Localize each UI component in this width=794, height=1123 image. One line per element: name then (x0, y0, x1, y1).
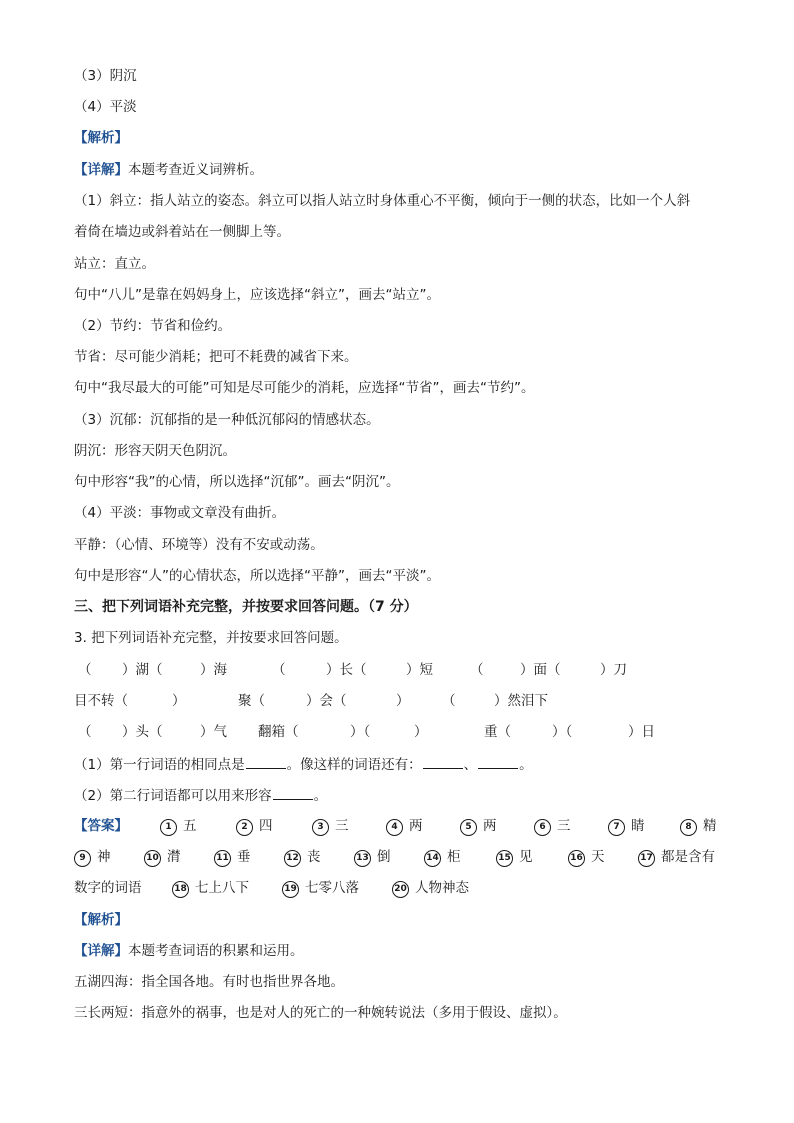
word-cell: （ (78, 724, 92, 740)
answer-item: 2 四 (236, 816, 273, 836)
word-cell: 翻箱（ (258, 724, 299, 740)
text-line: （4）平淡：事物或文章没有曲折。 (74, 505, 286, 521)
word-cell: 聚（ (238, 693, 265, 709)
detail-text: 本题考查近义词辨析。 (128, 162, 263, 178)
number-circle-icon: 4 (386, 819, 403, 836)
answer-blank[interactable] (423, 754, 463, 769)
number-circle-icon: 20 (392, 881, 409, 898)
number-circle-icon: 7 (608, 819, 625, 836)
answer-item: 1 五 (160, 816, 197, 836)
answer-item: 10 潸 (144, 847, 181, 867)
q2-text-a: （2）第二行词语都可以用来形容 (74, 788, 272, 804)
number-circle-icon: 2 (236, 819, 253, 836)
number-circle-icon: 18 (172, 881, 189, 898)
text-line: 三长两短：指意外的祸事，也是对人的死亡的一种婉转说法（多用于假设、虚拟）。 (74, 1005, 567, 1021)
text-line: 句中形容“我”的心情，所以选择“沉郁”。画去“阴沉”。 (74, 474, 400, 490)
word-cell: 目不转（ (74, 693, 128, 709)
number-circle-icon: 17 (638, 850, 655, 867)
number-circle-icon: 14 (424, 850, 441, 867)
word-cell: ）面（ (520, 662, 561, 678)
word-cell: ） (172, 693, 186, 709)
text-line: 节省：尽可能少消耗；把可不耗费的减省下来。 (74, 349, 358, 365)
answer-item: 14 柜 (424, 847, 461, 867)
word-cell: ）长（ (326, 662, 367, 678)
text-line (74, 941, 304, 961)
word-cell: （ (78, 662, 92, 678)
word-cell: ）会（ (306, 693, 347, 709)
word-cell: ）湖（ (122, 662, 163, 678)
number-circle-icon: 3 (312, 819, 329, 836)
text-line: 句中是形容“人”的心情状态，所以选择“平静”，画去“平淡”。 (74, 568, 440, 584)
answer-tag: 【答案】 (74, 818, 128, 834)
sub-question-2 (74, 785, 327, 806)
number-circle-icon: 9 (74, 850, 91, 867)
text-line: 着倚在墙边或斜着站在一侧脚上等。 (74, 224, 290, 240)
answer-item: 11 垂 (214, 847, 251, 867)
answer-blank[interactable] (478, 754, 518, 769)
number-circle-icon: 12 (284, 850, 301, 867)
analysis-tag: 【解析】 (74, 912, 128, 928)
number-circle-icon: 19 (282, 881, 299, 898)
text-line: （2）节约：节省和俭约。 (74, 318, 232, 334)
word-cell: ）头（ (122, 724, 163, 740)
detail-tag: 【详解】 (74, 162, 128, 178)
text-line: 站立：直立。 (74, 256, 155, 272)
answer-item: 16 天 (568, 847, 605, 867)
word-cell: ）气 (200, 724, 227, 740)
number-circle-icon: 13 (354, 850, 371, 867)
text-line: （3）阴沉 (74, 68, 137, 84)
word-cell: ）然泪下 (494, 693, 548, 709)
number-circle-icon: 8 (680, 819, 697, 836)
answer-lead: 数字的词语 (74, 880, 142, 896)
sub-question-1 (74, 754, 533, 775)
number-circle-icon: 10 (144, 850, 161, 867)
answer-blank[interactable] (273, 785, 313, 800)
detail-text: 本题考查词语的积累和运用。 (128, 943, 304, 959)
word-cell: ） (414, 724, 428, 740)
answer-blank[interactable] (246, 754, 286, 769)
section-heading: 三、把下列词语补充完整，并按要求回答问题。（7 分） (74, 599, 418, 615)
text-line: 平静：（心情、环境等）没有不安或动荡。 (74, 537, 324, 553)
answer-item: 18 七上八下 (172, 878, 249, 898)
word-cell: ）海 (200, 662, 227, 678)
word-cell: ）（ (552, 724, 573, 740)
answer-item: 9 神 (74, 847, 111, 867)
answer-item: 5 两 (460, 816, 497, 836)
answer-item: 6 三 (534, 816, 571, 836)
answer-item: 3 三 (312, 816, 349, 836)
text-line: 句中“八儿”是靠在妈妈身上，应该选择“斜立”，画去“站立”。 (74, 287, 440, 303)
word-cell: ）（ (350, 724, 371, 740)
text-line: （4）平淡 (74, 99, 137, 115)
q1-text-b: 。像这样的词语还有： (286, 757, 422, 773)
word-cell: ） (396, 693, 410, 709)
word-cell: ）刀 (600, 662, 627, 678)
word-cell: （ (470, 662, 484, 678)
analysis-tag: 【解析】 (74, 130, 128, 146)
answer-item: 19 七零八落 (282, 878, 359, 898)
number-circle-icon: 11 (214, 850, 231, 867)
detail-tag: 【详解】 (74, 943, 128, 959)
q1-text-d: 。 (519, 757, 533, 773)
number-circle-icon: 16 (568, 850, 585, 867)
number-circle-icon: 6 (534, 819, 551, 836)
q2-text-b: 。 (313, 788, 328, 804)
word-cell: ）短 (406, 662, 433, 678)
answer-item: 12 丧 (284, 847, 321, 867)
word-cell: （ (272, 662, 286, 678)
number-circle-icon: 5 (460, 819, 477, 836)
text-line (74, 160, 263, 180)
word-cell: ）日 (628, 724, 655, 740)
text-line: 五湖四海：指全国各地。有时也指世界各地。 (74, 974, 344, 990)
answer-item: 20 人物神态 (392, 878, 469, 898)
text-line: （3）沉郁：沉郁指的是一种低沉郁闷的情感状态。 (74, 412, 380, 428)
text-line: （1）斜立：指人站立的姿态。斜立可以指人站立时身体重心不平衡，倾向于一侧的状态，比如一个人斜 (74, 193, 691, 209)
answer-item: 17 都是含有 (638, 847, 715, 867)
q1-text-c: 、 (463, 757, 478, 773)
answer-item: 4 两 (386, 816, 423, 836)
text-line: 句中“我尽最大的可能”可知是尽可能少的消耗，应选择“节省”，画去“节约”。 (74, 380, 535, 396)
text-line: 阴沉：形容天阴天色阴沉。 (74, 443, 236, 459)
answer-item: 8 精 (680, 816, 717, 836)
answer-item: 13 倒 (354, 847, 391, 867)
number-circle-icon: 15 (496, 850, 513, 867)
word-cell: （ (442, 693, 456, 709)
answer-item: 7 睛 (608, 816, 645, 836)
number-circle-icon: 1 (160, 819, 177, 836)
question-stem: 3. 把下列词语补充完整，并按要求回答问题。 (74, 630, 348, 646)
q1-text-a: （1）第一行词语的相同点是 (74, 757, 245, 773)
word-cell: 重（ (484, 724, 511, 740)
answer-item: 15 见 (496, 847, 533, 867)
